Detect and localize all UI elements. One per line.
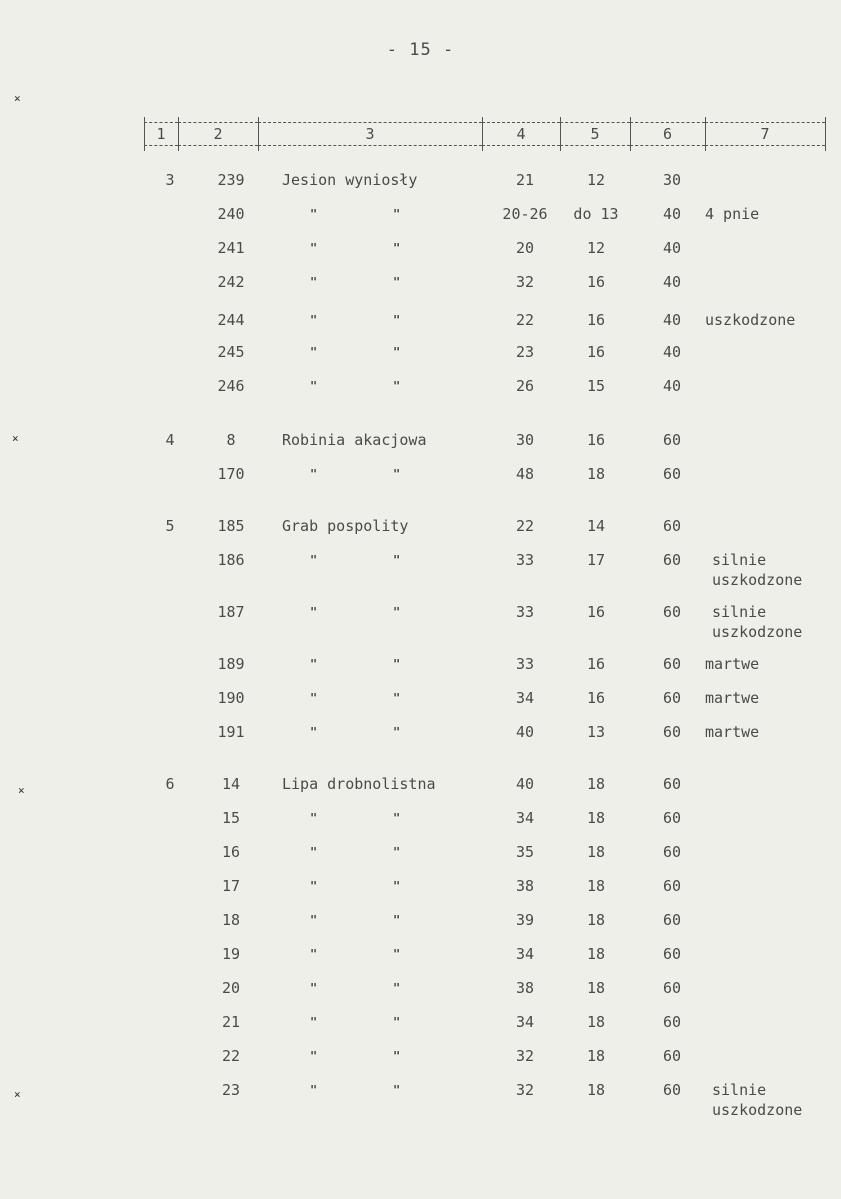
tree-number: 15 bbox=[221, 809, 241, 827]
ditto-mark: " bbox=[310, 947, 318, 961]
header-cell: 3 bbox=[258, 122, 482, 146]
tree-number: 17 bbox=[221, 877, 241, 895]
margin-mark-icon: ⨯ bbox=[12, 432, 19, 445]
table-row bbox=[0, 204, 841, 228]
tree-number: 190 bbox=[217, 689, 245, 707]
tree-number: 19 bbox=[221, 945, 241, 963]
table-row bbox=[0, 910, 841, 934]
value-col-5: 16 bbox=[586, 603, 606, 621]
ditto-mark: " bbox=[393, 913, 401, 927]
value-col-5: 16 bbox=[586, 273, 606, 291]
tree-number: 14 bbox=[221, 775, 241, 793]
remarks: 4 pnie bbox=[705, 205, 760, 223]
value-col-4: 20 bbox=[515, 239, 535, 257]
header-cell: 4 bbox=[482, 122, 560, 146]
ditto-mark: " bbox=[310, 1049, 318, 1063]
header-cell: 6 bbox=[630, 122, 705, 146]
header-separator bbox=[825, 117, 826, 151]
value-col-5: 18 bbox=[586, 843, 606, 861]
table-row bbox=[0, 876, 841, 900]
table-row bbox=[0, 1080, 841, 1119]
table-row bbox=[0, 376, 841, 400]
group-number: 4 bbox=[165, 431, 175, 449]
tree-number: 240 bbox=[217, 205, 245, 223]
table-row bbox=[0, 654, 841, 678]
ditto-mark: " bbox=[310, 207, 318, 221]
remarks: martwe bbox=[705, 723, 760, 741]
value-col-5: 16 bbox=[586, 689, 606, 707]
table-row bbox=[0, 774, 841, 798]
table-row bbox=[0, 842, 841, 866]
value-col-5: 12 bbox=[586, 171, 606, 189]
value-col-6: 60 bbox=[662, 1047, 682, 1065]
tree-number: 187 bbox=[217, 603, 245, 621]
ditto-mark: " bbox=[310, 241, 318, 255]
value-col-5: do 13 bbox=[573, 205, 619, 223]
value-col-5: 18 bbox=[586, 465, 606, 483]
value-col-4: 34 bbox=[515, 1013, 535, 1031]
value-col-6: 60 bbox=[662, 689, 682, 707]
value-col-5: 17 bbox=[586, 551, 606, 569]
value-col-5: 18 bbox=[586, 911, 606, 929]
value-col-5: 18 bbox=[586, 1013, 606, 1031]
value-col-6: 60 bbox=[662, 945, 682, 963]
ditto-mark: " bbox=[393, 241, 401, 255]
ditto-mark: " bbox=[393, 845, 401, 859]
table-row bbox=[0, 808, 841, 832]
value-col-4: 26 bbox=[515, 377, 535, 395]
table-row bbox=[0, 1012, 841, 1036]
value-col-4: 48 bbox=[515, 465, 535, 483]
table-row bbox=[0, 688, 841, 712]
ditto-mark: " bbox=[310, 913, 318, 927]
value-col-5: 18 bbox=[586, 1081, 606, 1099]
ditto-mark: " bbox=[310, 605, 318, 619]
value-col-4: 34 bbox=[515, 689, 535, 707]
tree-number: 239 bbox=[217, 171, 245, 189]
header-separator bbox=[258, 117, 259, 151]
ditto-mark: " bbox=[310, 657, 318, 671]
ditto-mark: " bbox=[393, 313, 401, 327]
margin-mark-icon: ⨯ bbox=[14, 92, 21, 105]
value-col-4: 20-26 bbox=[502, 205, 548, 223]
ditto-mark: " bbox=[393, 345, 401, 359]
ditto-mark: " bbox=[310, 725, 318, 739]
value-col-6: 60 bbox=[662, 775, 682, 793]
value-col-6: 60 bbox=[662, 603, 682, 621]
value-col-6: 40 bbox=[662, 239, 682, 257]
header-separator bbox=[630, 117, 631, 151]
table-row bbox=[0, 550, 841, 589]
species-name: Jesion wyniosły bbox=[282, 171, 418, 189]
value-col-5: 18 bbox=[586, 877, 606, 895]
ditto-mark: " bbox=[393, 691, 401, 705]
table-row bbox=[0, 722, 841, 746]
value-col-4: 32 bbox=[515, 1047, 535, 1065]
value-col-5: 16 bbox=[586, 311, 606, 329]
header-cell: 5 bbox=[560, 122, 630, 146]
margin-mark-icon: ⨯ bbox=[14, 1088, 21, 1101]
value-col-6: 40 bbox=[662, 205, 682, 223]
remarks: martwe bbox=[705, 689, 760, 707]
value-col-6: 60 bbox=[662, 1081, 682, 1099]
ditto-mark: " bbox=[393, 553, 401, 567]
ditto-mark: " bbox=[310, 467, 318, 481]
value-col-4: 40 bbox=[515, 723, 535, 741]
species-name: Lipa drobnolistna bbox=[282, 775, 436, 793]
table-row bbox=[0, 272, 841, 296]
page-number: - 15 - bbox=[386, 40, 455, 60]
ditto-mark: " bbox=[310, 981, 318, 995]
tree-number: 185 bbox=[217, 517, 245, 535]
value-col-4: 30 bbox=[515, 431, 535, 449]
value-col-4: 40 bbox=[515, 775, 535, 793]
value-col-6: 60 bbox=[662, 431, 682, 449]
group-number: 5 bbox=[165, 517, 175, 535]
ditto-mark: " bbox=[393, 811, 401, 825]
ditto-mark: " bbox=[393, 467, 401, 481]
value-col-5: 16 bbox=[586, 655, 606, 673]
value-col-5: 18 bbox=[586, 945, 606, 963]
value-col-4: 39 bbox=[515, 911, 535, 929]
header-separator bbox=[482, 117, 483, 151]
table-row bbox=[0, 238, 841, 262]
ditto-mark: " bbox=[393, 981, 401, 995]
value-col-5: 18 bbox=[586, 1047, 606, 1065]
value-col-6: 40 bbox=[662, 343, 682, 361]
value-col-4: 22 bbox=[515, 517, 535, 535]
tree-number: 18 bbox=[221, 911, 241, 929]
species-name: Grab pospolity bbox=[282, 517, 409, 535]
value-col-6: 60 bbox=[662, 723, 682, 741]
value-col-5: 18 bbox=[586, 979, 606, 997]
table-row bbox=[0, 1046, 841, 1070]
value-col-4: 38 bbox=[515, 979, 535, 997]
table-row bbox=[0, 516, 841, 540]
group-number: 6 bbox=[165, 775, 175, 793]
tree-number: 242 bbox=[217, 273, 245, 291]
value-col-4: 32 bbox=[515, 1081, 535, 1099]
table-row bbox=[0, 170, 841, 194]
header-cell: 1 bbox=[144, 122, 178, 146]
ditto-mark: " bbox=[310, 1015, 318, 1029]
ditto-mark: " bbox=[393, 207, 401, 221]
value-col-6: 40 bbox=[662, 377, 682, 395]
value-col-6: 60 bbox=[662, 877, 682, 895]
value-col-4: 33 bbox=[515, 603, 535, 621]
value-col-4: 34 bbox=[515, 945, 535, 963]
species-name: Robinia akacjowa bbox=[282, 431, 427, 449]
value-col-4: 35 bbox=[515, 843, 535, 861]
ditto-mark: " bbox=[393, 879, 401, 893]
ditto-mark: " bbox=[310, 879, 318, 893]
ditto-mark: " bbox=[310, 313, 318, 327]
value-col-6: 60 bbox=[662, 1013, 682, 1031]
table-row bbox=[0, 342, 841, 366]
remarks: silnie uszkodzone bbox=[712, 551, 803, 589]
tree-number: 16 bbox=[221, 843, 241, 861]
ditto-mark: " bbox=[393, 275, 401, 289]
value-col-6: 60 bbox=[662, 843, 682, 861]
margin-mark-icon: ⨯ bbox=[18, 784, 25, 797]
remarks: silnie uszkodzone bbox=[712, 1081, 803, 1119]
value-col-4: 22 bbox=[515, 311, 535, 329]
header-separator bbox=[705, 117, 706, 151]
tree-number: 21 bbox=[221, 1013, 241, 1031]
table-row bbox=[0, 944, 841, 968]
table-row bbox=[0, 464, 841, 488]
table-row bbox=[0, 602, 841, 641]
tree-number: 170 bbox=[217, 465, 245, 483]
value-col-5: 16 bbox=[586, 343, 606, 361]
value-col-6: 60 bbox=[662, 551, 682, 569]
value-col-4: 21 bbox=[515, 171, 535, 189]
tree-number: 245 bbox=[217, 343, 245, 361]
value-col-6: 60 bbox=[662, 465, 682, 483]
value-col-6: 60 bbox=[662, 517, 682, 535]
ditto-mark: " bbox=[310, 553, 318, 567]
value-col-6: 40 bbox=[662, 311, 682, 329]
ditto-mark: " bbox=[393, 1049, 401, 1063]
value-col-5: 18 bbox=[586, 775, 606, 793]
ditto-mark: " bbox=[393, 1015, 401, 1029]
header-cell: 2 bbox=[178, 122, 258, 146]
ditto-mark: " bbox=[310, 811, 318, 825]
value-col-5: 14 bbox=[586, 517, 606, 535]
table-row bbox=[0, 978, 841, 1002]
header-separator bbox=[144, 117, 145, 151]
header-separator bbox=[560, 117, 561, 151]
tree-number: 189 bbox=[217, 655, 245, 673]
table-row bbox=[0, 430, 841, 454]
header-separator bbox=[178, 117, 179, 151]
value-col-4: 33 bbox=[515, 551, 535, 569]
remarks: uszkodzone bbox=[705, 311, 796, 329]
ditto-mark: " bbox=[393, 725, 401, 739]
ditto-mark: " bbox=[310, 379, 318, 393]
ditto-mark: " bbox=[393, 657, 401, 671]
ditto-mark: " bbox=[393, 605, 401, 619]
ditto-mark: " bbox=[393, 1083, 401, 1097]
value-col-6: 40 bbox=[662, 273, 682, 291]
remarks: silnie uszkodzone bbox=[712, 603, 803, 641]
ditto-mark: " bbox=[310, 1083, 318, 1097]
ditto-mark: " bbox=[393, 379, 401, 393]
ditto-mark: " bbox=[310, 345, 318, 359]
ditto-mark: " bbox=[310, 845, 318, 859]
value-col-5: 12 bbox=[586, 239, 606, 257]
remarks: martwe bbox=[705, 655, 760, 673]
tree-number: 241 bbox=[217, 239, 245, 257]
value-col-4: 32 bbox=[515, 273, 535, 291]
group-number: 3 bbox=[165, 171, 175, 189]
ditto-mark: " bbox=[310, 691, 318, 705]
ditto-mark: " bbox=[310, 275, 318, 289]
value-col-4: 34 bbox=[515, 809, 535, 827]
tree-number: 246 bbox=[217, 377, 245, 395]
ditto-mark: " bbox=[393, 947, 401, 961]
value-col-6: 30 bbox=[662, 171, 682, 189]
value-col-5: 15 bbox=[586, 377, 606, 395]
tree-number: 191 bbox=[217, 723, 245, 741]
value-col-5: 18 bbox=[586, 809, 606, 827]
value-col-6: 60 bbox=[662, 911, 682, 929]
value-col-6: 60 bbox=[662, 809, 682, 827]
tree-number: 244 bbox=[217, 311, 245, 329]
tree-number: 8 bbox=[226, 431, 236, 449]
value-col-4: 38 bbox=[515, 877, 535, 895]
table-row bbox=[0, 310, 841, 334]
value-col-5: 13 bbox=[586, 723, 606, 741]
value-col-5: 16 bbox=[586, 431, 606, 449]
tree-number: 22 bbox=[221, 1047, 241, 1065]
header-cell: 7 bbox=[705, 122, 825, 146]
tree-number: 186 bbox=[217, 551, 245, 569]
value-col-6: 60 bbox=[662, 655, 682, 673]
value-col-4: 23 bbox=[515, 343, 535, 361]
tree-number: 23 bbox=[221, 1081, 241, 1099]
value-col-6: 60 bbox=[662, 979, 682, 997]
value-col-4: 33 bbox=[515, 655, 535, 673]
tree-number: 20 bbox=[221, 979, 241, 997]
